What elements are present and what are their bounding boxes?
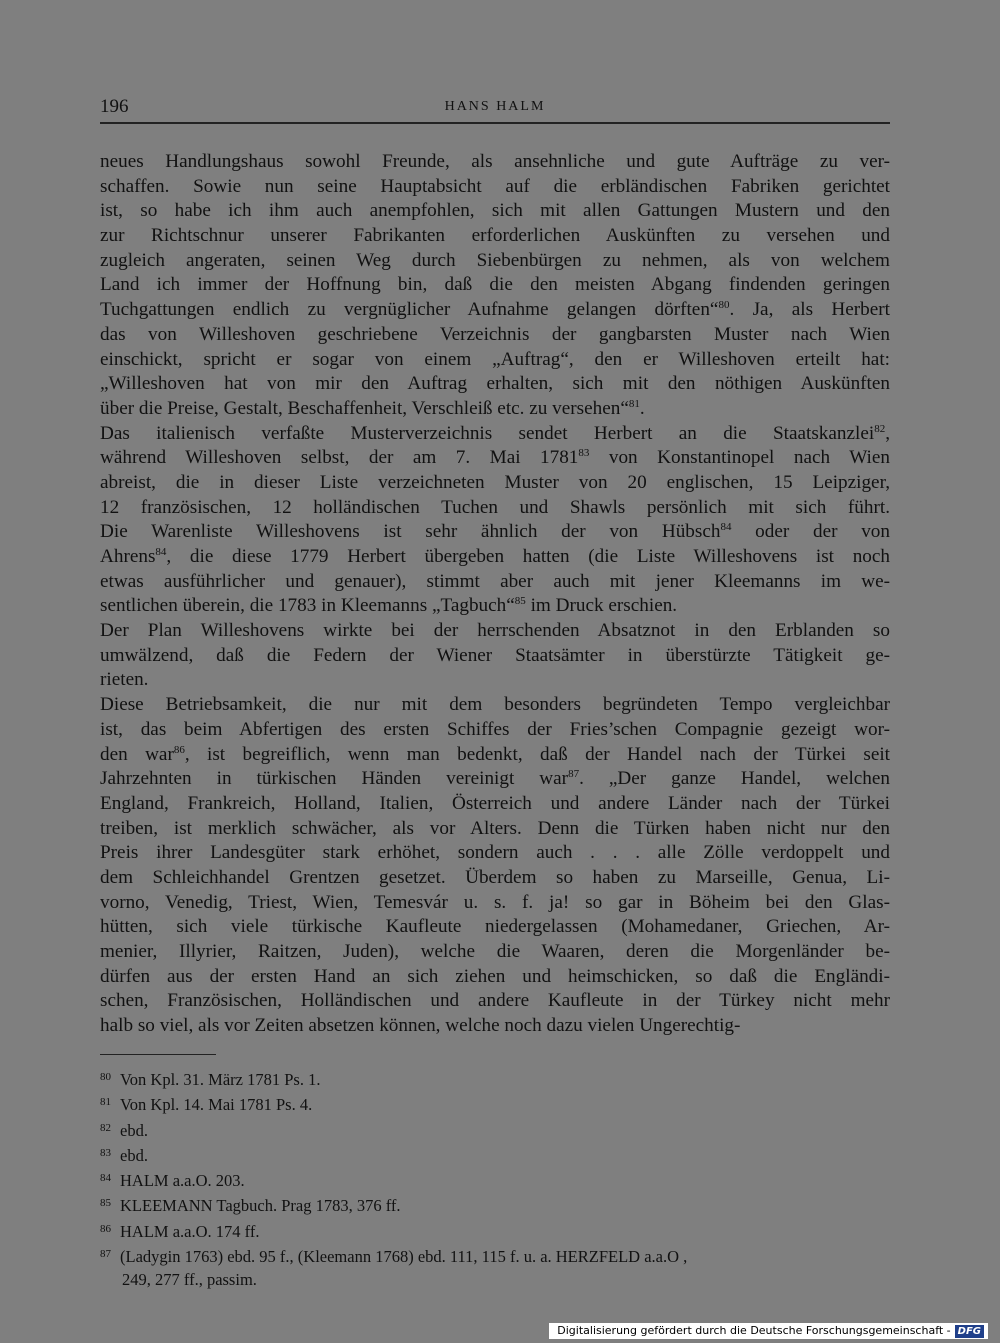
footnote-number: 86 bbox=[100, 1222, 111, 1235]
text-line: etwas ausführlicher und genauer), stimmt aber auch mit jener Kleemanns im we- bbox=[100, 570, 890, 592]
text-line: England, Frankreich, Holland, Italien, Österreich und andere Länder nach der Türkei bbox=[100, 792, 890, 814]
footnote bbox=[100, 1091, 910, 1116]
footnote-text: HALM a.a.O. 174 ff. bbox=[120, 1221, 260, 1241]
text-line: während Willeshoven selbst, der am 7. Mai 1781$^{83}$ von Konstantinopel nach Wien bbox=[100, 447, 890, 469]
text-line: halb so viel, als vor Zeiten absetzen können, welche noch dazu vielen Ungerechtig- bbox=[100, 1015, 741, 1037]
text-line: Der Plan Willeshovens wirkte bei der herrschenden Absatznot in den Erblanden so bbox=[100, 620, 890, 642]
text-line: sentlichen überein, die 1783 in Kleemanns „Tagbuch“$^{85}$ im Druck erschien. bbox=[100, 595, 678, 617]
text-line: Preis ihrer Landesgüter stark erhöhet, sondern auch . . . alle Zölle verdoppelt und bbox=[100, 842, 890, 864]
text-line: das von Willeshoven geschriebene Verzeichnis der gangbarsten Muster nach Wien bbox=[100, 323, 890, 345]
page-number: 196 bbox=[100, 96, 129, 117]
text-line: umwälzend, daß die Federn der Wiener Staatsämter in überstürzte Tätigkeit ge- bbox=[100, 644, 890, 666]
text-line: zugleich angeraten, seinen Weg durch Siebenbürgen zu nehmen, als von welchem bbox=[100, 249, 890, 271]
text-line: 12 französischen, 12 holländischen Tuchen und Shawls persönlich mit sich führt. bbox=[100, 496, 890, 518]
text-line: Die Warenliste Willeshovens ist sehr ähnlich der von Hübsch$^{84}$ oder der von bbox=[100, 521, 890, 543]
footnote-number: 85 bbox=[100, 1197, 111, 1210]
footnote-divider bbox=[100, 1054, 216, 1055]
text-line: schen, Französischen, Holländischen und andere Kaufleute in der Türkey nicht mehr bbox=[100, 990, 890, 1012]
footnote-number: 87 bbox=[100, 1248, 111, 1261]
text-line: schaffen. Sowie nun seine Hauptabsicht auf die erbländischen Fabriken gerichtet bbox=[100, 175, 890, 197]
footnote bbox=[100, 1167, 910, 1192]
footnote-text: HALM a.a.O. 203. bbox=[120, 1171, 245, 1191]
text-line: ist, das beim Abfertigen des ersten Schiffes der Fries’schen Compagnie gezeigt wor- bbox=[100, 718, 890, 740]
footnote bbox=[100, 1192, 910, 1217]
footnote-continuation: 249, 277 ff., passim. bbox=[122, 1270, 257, 1290]
credit-text: Digitalisierung gefördert durch die Deutsche Forschungsgemeinschaft - bbox=[557, 1324, 951, 1337]
footnote-text: Von Kpl. 14. Mai 1781 Ps. 4. bbox=[120, 1095, 313, 1115]
footnote bbox=[100, 1117, 910, 1142]
text-line: Ahrens$^{84}$, die diese 1779 Herbert übergeben hatten (die Liste Willeshovens ist noch bbox=[100, 546, 890, 567]
text-line: Diese Betriebsamkeit, die nur mit dem besonders begründeten Tempo vergleichbar bbox=[100, 694, 890, 716]
running-head: HANS HALM bbox=[444, 99, 546, 114]
footnote bbox=[100, 1066, 910, 1091]
footnote-text: ebd. bbox=[120, 1120, 148, 1140]
text-line: einschickt, spricht er sogar von einem „Auftrag“, den er Willeshoven erteilt hat: bbox=[100, 348, 890, 370]
page-header bbox=[100, 96, 890, 124]
footnote bbox=[100, 1218, 910, 1243]
footnote-number: 84 bbox=[100, 1172, 111, 1185]
dfg-logo: DFG bbox=[955, 1325, 984, 1338]
text-line: treiben, ist merklich schwächer, als vor Alters. Denn die Türken haben nicht nur den bbox=[100, 817, 890, 839]
text-line: ist, so habe ich ihm auch anempfohlen, sich mit allen Gattungen Mustern und den bbox=[100, 200, 890, 222]
footnote-number: 80 bbox=[100, 1071, 111, 1083]
text-line: Tuchgattungen endlich zu vergnüglicher Aufnahme gelangen dörften“$^{80}$. Ja, als Herbert bbox=[100, 299, 890, 321]
footnote-number: 82 bbox=[100, 1121, 111, 1134]
text-line: „Willeshoven hat von mir den Auftrag erhalten, sich mit den nöthigen Auskünften bbox=[100, 373, 890, 395]
body-text bbox=[100, 150, 890, 1039]
footnote-text: (Ladygin 1763) ebd. 95 f., (Kleemann 1768) ebd. 111, 115 f. u. a. HERZFELD a.a.O , bbox=[120, 1247, 688, 1267]
text-line: vorno, Venedig, Triest, Wien, Temesvár u. s. f. ja! so gar in Böheim bei den Glas- bbox=[100, 891, 890, 913]
text-line: Land ich immer der Hoffnung bin, daß die den meisten Abgang findenden geringen bbox=[100, 274, 890, 296]
footnote bbox=[100, 1243, 910, 1268]
text-line: zur Richtschnur unserer Fabrikanten erforderlichen Auskünften zu versehen und bbox=[100, 225, 890, 247]
footnote-text: Von Kpl. 31. März 1781 Ps. 1. bbox=[120, 1070, 321, 1089]
footnote-number: 83 bbox=[100, 1146, 111, 1159]
footnotes bbox=[100, 1066, 910, 1292]
footnote bbox=[100, 1142, 910, 1167]
text-line: hütten, sich viele türkische Kaufleute niedergelassen (Mohamedaner, Griechen, Ar- bbox=[100, 916, 890, 938]
text-line: Das italienisch verfaßte Musterverzeichnis sendet Herbert an die Staatskanzlei$^{82}$, bbox=[100, 422, 890, 444]
text-line: abreist, die in dieser Liste verzeichneten Muster von 20 englischen, 15 Leipziger, bbox=[100, 471, 890, 493]
text-line: Jahrzehnten in türkischen Händen vereinigt war$^{87}$. „Der ganze Handel, welchen bbox=[100, 768, 890, 790]
digitization-credit bbox=[549, 1323, 988, 1339]
text-line: rieten. bbox=[100, 669, 149, 691]
text-line: dürfen aus der ersten Hand an sich ziehen und heimschicken, so daß die Engländi- bbox=[100, 965, 890, 987]
text-line: menier, Illyrier, Raitzen, Juden), welche die Waaren, deren die Morgenländer be- bbox=[100, 941, 890, 962]
text-line: neues Handlungshaus sowohl Freunde, als ansehnliche und gute Aufträge zu ver- bbox=[100, 151, 890, 172]
footnote-number: 81 bbox=[100, 1096, 111, 1109]
text-line: den war$^{86}$, ist begreiflich, wenn man bedenkt, daß der Handel nach der Türkei seit bbox=[100, 743, 891, 765]
footnote-text: KLEEMANN Tagbuch. Prag 1783, 376 ff. bbox=[120, 1196, 401, 1216]
footnote-text: ebd. bbox=[120, 1145, 148, 1165]
text-line: über die Preise, Gestalt, Beschaffenheit, Verschleiß etc. zu versehen“$^{81}$. bbox=[100, 397, 645, 419]
text-line: dem Schleichhandel Grentzen gesetzet. Überdem so haben zu Marseille, Genua, Li- bbox=[100, 866, 890, 888]
